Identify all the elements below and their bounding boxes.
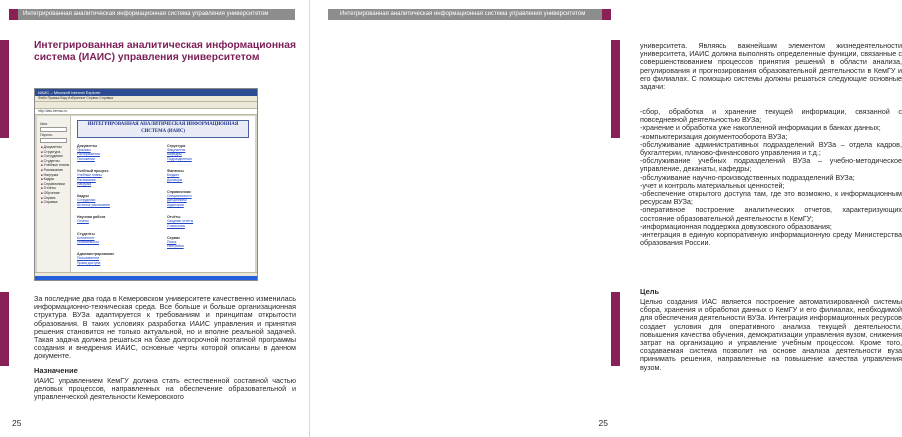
purpose-paragraph [34, 377, 296, 402]
screenshot-link: Дисциплины [167, 198, 187, 203]
screenshot-sidebar-menu [37, 145, 70, 205]
screenshot-link-group-heading: Студенты [77, 231, 95, 236]
screenshot-password-label: Пароль: [40, 133, 54, 137]
section-heading-goal: Цель [640, 287, 660, 296]
right-page [310, 0, 902, 437]
intro-paragraph [34, 295, 296, 361]
screenshot-sidebar [37, 116, 71, 272]
screenshot-link-group-heading: Справочники [167, 190, 191, 195]
running-header-left: Интегрированная аналитическая информационная система управления университетом [9, 9, 295, 20]
screenshot-link: Специальности [167, 194, 192, 199]
screenshot-toolbar [35, 102, 257, 109]
screenshot-login-label: Имя: [40, 122, 48, 126]
left-page [0, 0, 310, 437]
page-number-right: 25 [598, 418, 608, 428]
screenshot-link: Распоряжения [77, 152, 100, 157]
screenshot-banner: ИНТЕГРИРОВАННАЯ АНАЛИТИЧЕСКАЯ ИНФОРМАЦИОННАЯ СИСТЕМА (ИАИС) [77, 120, 249, 138]
screenshot-link: Пользователи [77, 256, 100, 261]
screenshot-link-column-1 [77, 142, 157, 271]
screenshot-link: Подразделения [167, 156, 192, 161]
screenshot-menu-item: ■ Документы [37, 145, 70, 150]
screenshot-link: Расписание [77, 177, 96, 182]
task-item: -хранение и обработка уже накопленной информации в банках данных; [640, 123, 881, 133]
page-number-left: 25 [12, 418, 22, 428]
screenshot-link: Положения [77, 156, 95, 161]
header-accent-tab [602, 9, 611, 20]
task-item: -обслуживание административных подразделений ВУЗа – отдела кадров, бухгалтерии, планово-финансового управления и т.д.; [640, 139, 902, 158]
task-item: -учет и контроль материальных ценностей; [640, 180, 785, 190]
screenshot-link: Приказы [77, 148, 91, 152]
screenshot-link-spacer [77, 244, 157, 250]
screenshot-link: Аудитории [167, 202, 184, 207]
side-accent-tab-lower [0, 292, 9, 366]
screenshot-link-spacer [77, 224, 157, 230]
screenshot-link: Учебные планы [77, 173, 102, 178]
screenshot-link-spacer [167, 161, 247, 167]
screenshot-menu-item: ■ Отчёты [37, 186, 70, 191]
screenshot-link-group-heading: Структура [167, 144, 186, 148]
screenshot-link-spacer [167, 182, 247, 188]
task-item: -компьютеризация документооборота ВУЗа; [640, 131, 788, 141]
screenshot-menu-item: ■ Нагрузка [37, 173, 70, 178]
screenshot-link-group-heading: Сервис [167, 236, 181, 241]
screenshot-link: Кафедры [167, 152, 182, 157]
goal-paragraph [640, 298, 902, 372]
screenshot-link: Бюджет [167, 173, 180, 178]
screenshot-address-bar: http://iais.kemsu.ru [35, 109, 257, 115]
running-header-right: Интегрированная аналитическая информационная система управления университетом [328, 9, 606, 20]
screenshot-link: Нагрузка [77, 182, 92, 187]
screenshot-link-group-heading: Финансы [167, 169, 184, 174]
screenshot-link: Права доступа [77, 260, 101, 265]
continuation-paragraph [640, 42, 902, 91]
screenshot-link-spacer [77, 265, 157, 271]
screenshot-link: Договоры [167, 177, 183, 182]
task-item: -сбор, обработка и хранение текущей информации, связанной с повседневной деятельностью ВУЗа; [640, 107, 902, 125]
purpose-text: ИАИС управлением КемГУ должна стать естественной составной частью деловых процессов, направленных на обеспечение образовательной и управленческой деятельности Кемеровского [34, 376, 296, 402]
screenshot-link: Успеваемость [77, 240, 100, 245]
screenshot-link-group-heading: Учебный процесс [77, 169, 109, 174]
screenshot-menu-item: ■ Расписание [37, 168, 70, 173]
screenshot-link-spacer [77, 161, 157, 167]
task-item: -интеграция в единую корпоративную информационную среду Министерства образования России. [640, 230, 902, 248]
side-accent-tab-upper [611, 40, 620, 138]
screenshot-link-group-heading: Отчёты [167, 215, 181, 220]
screenshot-password-field [40, 138, 67, 143]
screenshot-link-column-2 [167, 142, 247, 255]
task-item: -обеспечение открытого доступа там, где это возможно, к информационным ресурсам ВУЗа; [640, 189, 902, 207]
screenshot-link-group-heading: Кадры [77, 194, 89, 199]
screenshot-menubar: Файл Правка Вид Избранное Сервис Справка [35, 96, 257, 102]
screenshot-link-spacer [167, 249, 247, 255]
tasks-list [640, 108, 902, 247]
screenshot-login-field [40, 127, 67, 132]
task-item: -информационная поддержка довузовского образования; [640, 221, 832, 231]
goal-text: Целью создания ИАС является построение автоматизированной системы сбора, хранения и обработки данных о КемГУ и его филиалах, необходимой для обеспечения деятельности ВУЗа. Интеграция информационных ресурсов создает условия для оперативного анализа текущей деятельности, повышения качества обучения, демократизации управления вузом, снижения затрат на организацию и управление учебным процессом. Кроме того, создаваемая система позволит на основе анализа деятельности вуза принимать решения, направленные на повышение качества управления вузом. [640, 297, 902, 372]
screenshot-menu-item: ■ Кадры [37, 177, 70, 182]
screenshot-link: Факультеты [167, 148, 186, 152]
section-heading-purpose: Назначение [34, 366, 78, 375]
screenshot-link: Контингент [77, 235, 95, 240]
header-accent-tab [9, 9, 18, 20]
screenshot-link: Сводные отчёты [167, 219, 194, 224]
screenshot-main [71, 116, 255, 272]
screenshot-link-group-heading: Научная работа [77, 215, 106, 220]
task-item: -обслуживание учебных подразделений ВУЗа – учебно-методическое управление, деканаты, кафедры; [640, 156, 902, 174]
screenshot-link: Статистика [167, 223, 185, 228]
screenshot-login-form [40, 122, 67, 143]
screenshot-menu-item: ■ Справка [37, 200, 70, 205]
side-accent-tab-lower [611, 292, 620, 366]
screenshot-window-title: ИАИС – Microsoft Internet Explorer [35, 89, 257, 96]
screenshot-link-group-heading: Администрирование [77, 252, 115, 257]
continuation-text: университета. Являясь важнейшим элементом жизнедеятельности университета, ИАИС должна выполнять определенные функции, связанные с совершенствованием процессов принятия решений в области анализа, регулирования и прогнозирования образовательной деятельности в КемГУ и его филиалах. С помощью системы должны решаться следующие основные задачи: [640, 41, 902, 92]
screenshot-menu-item: ■ Сотрудники [37, 154, 70, 159]
screenshot-taskbar [35, 276, 257, 280]
screenshot-menu-item: ■ Обучение [37, 191, 70, 196]
screenshot-link: Отчёты [77, 219, 89, 224]
system-screenshot [34, 88, 258, 281]
article-title: Интегрированная аналитическая информационная система (ИАИС) управления университетом [34, 40, 296, 63]
screenshot-link: Поиск [167, 240, 177, 245]
screenshot-link: Настройки [167, 244, 184, 249]
screenshot-menu-item: ■ Структура [37, 150, 70, 155]
screenshot-link: Сотрудники [77, 198, 96, 203]
screenshot-link-spacer [167, 228, 247, 234]
task-item: -оперативное построение аналитических отчетов, характеризующих состояние образовательной деятельности в КемГУ; [640, 205, 902, 223]
screenshot-link-spacer [77, 207, 157, 213]
screenshot-menu-item: ■ Учебные планы [37, 163, 70, 168]
screenshot-menu-item: ■ Студенты [37, 159, 70, 164]
screenshot-link-spacer [77, 186, 157, 192]
screenshot-link: Штатное расписание [77, 202, 111, 207]
screenshot-menu-item: ■ Сервис [37, 196, 70, 201]
screenshot-link-group-heading: Документы [77, 144, 98, 148]
task-item: -обслуживание научно-производственных подразделений ВУЗа; [640, 172, 855, 182]
screenshot-link-spacer [167, 207, 247, 213]
screenshot-menu-item: ■ Справочники [37, 182, 70, 187]
screenshot-page [37, 116, 255, 272]
side-accent-tab-upper [0, 40, 9, 138]
intro-text: За последние два года в Кемеровском университете качественно изменилась информационно-техническая среда. Все больше и больше организационная структура ВУЗа адаптируется к требованиям и принципам открытости образования. В таких условиях разработка ИАИС управления и принятия решения становится не только актуальной, но и вполне реальной задачей. Такая задача должна решаться на базе долгосрочной поэтапной программы создания и внедрения ИАИС, основные черты которой описаны в данном документе. [34, 294, 296, 361]
